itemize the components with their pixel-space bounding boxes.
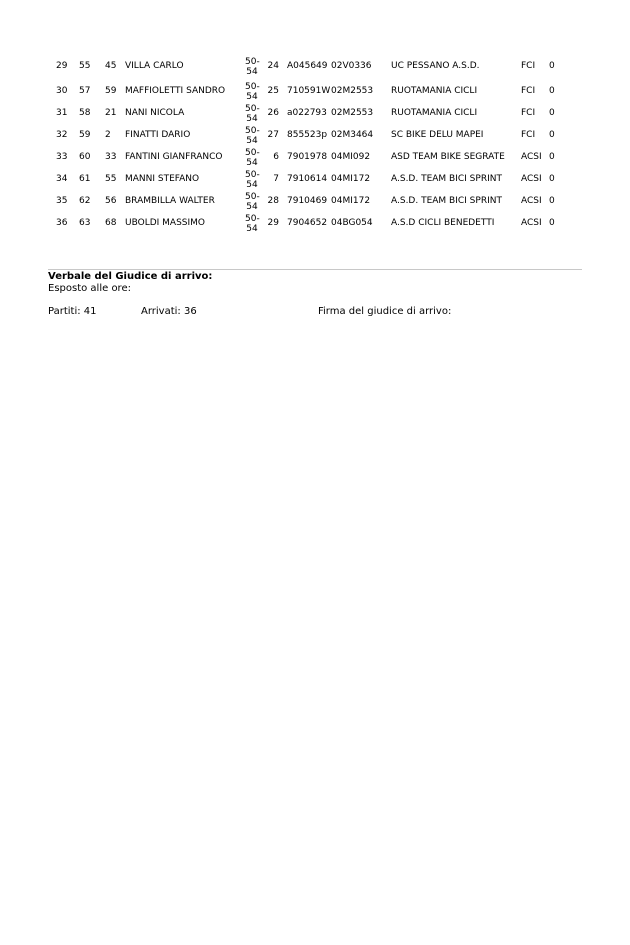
club-code-cell: 02M2553	[331, 86, 374, 96]
license-cell: 7901978	[287, 152, 328, 162]
category-line-2: 54	[246, 158, 258, 168]
team-cell: SC BIKE DELU MAPEI	[391, 130, 484, 140]
team-cell: A.S.D CICLI BENEDETTI	[391, 218, 495, 228]
points-cell: 0	[549, 196, 555, 206]
table-row	[0, 82, 630, 108]
points-cell: 0	[549, 218, 555, 228]
club-code-cell: 04MI092	[331, 152, 371, 162]
position-cell: 31	[56, 108, 68, 118]
category-position-cell: 25	[267, 86, 279, 96]
table-row	[0, 192, 630, 218]
category-line-2: 54	[246, 67, 258, 77]
team-cell: RUOTAMANIA CICLI	[391, 86, 478, 96]
category-line-1: 50-	[245, 104, 260, 114]
club-code-cell: 04BG054	[331, 218, 373, 228]
entity-cell: ACSI	[521, 196, 542, 206]
judge-signature-label: Firma del giudice di arrivo:	[318, 306, 452, 317]
category-line-1: 50-	[245, 148, 260, 158]
category-position-cell: 29	[267, 218, 279, 228]
position-cell: 33	[56, 152, 68, 162]
general-cell: 57	[79, 86, 91, 96]
general-cell: 62	[79, 196, 91, 206]
license-cell: 7910614	[287, 174, 328, 184]
entity-cell: ACSI	[521, 218, 542, 228]
license-cell: 7904652	[287, 218, 328, 228]
entity-cell: ACSI	[521, 152, 542, 162]
category-cell	[245, 214, 259, 234]
license-cell: 710591W	[287, 86, 331, 96]
rider-name-cell: NANI NICOLA	[125, 108, 185, 118]
category-position-cell: 26	[267, 108, 279, 118]
category-position-cell: 28	[267, 196, 279, 206]
category-line-2: 54	[246, 224, 258, 234]
points-cell: 0	[549, 108, 555, 118]
bib-cell: 68	[105, 218, 117, 228]
points-cell: 0	[549, 130, 555, 140]
category-line-1: 50-	[245, 126, 260, 136]
bib-cell: 2	[105, 130, 111, 140]
position-cell: 35	[56, 196, 68, 206]
category-position-cell: 24	[267, 61, 279, 71]
bib-cell: 55	[105, 174, 117, 184]
table-row	[0, 126, 630, 152]
rider-name-cell: UBOLDI MASSIMO	[125, 218, 205, 228]
category-line-2: 54	[246, 114, 258, 124]
club-code-cell: 02V0336	[331, 61, 372, 71]
points-cell: 0	[549, 86, 555, 96]
license-cell: a022793	[287, 108, 327, 118]
bib-cell: 59	[105, 86, 117, 96]
license-cell: A045649	[287, 61, 328, 71]
table-row	[0, 214, 630, 240]
position-cell: 29	[56, 61, 68, 71]
bib-cell: 21	[105, 108, 117, 118]
general-cell: 58	[79, 108, 91, 118]
team-cell: UC PESSANO A.S.D.	[391, 61, 480, 71]
rider-name-cell: FANTINI GIANFRANCO	[125, 152, 223, 162]
category-line-2: 54	[246, 202, 258, 212]
bib-cell: 56	[105, 196, 117, 206]
category-position-cell: 6	[273, 152, 279, 162]
section-divider	[48, 269, 582, 270]
bib-cell: 33	[105, 152, 117, 162]
rider-name-cell: BRAMBILLA WALTER	[125, 196, 215, 206]
points-cell: 0	[549, 174, 555, 184]
general-cell: 63	[79, 218, 91, 228]
rider-name-cell: MANNI STEFANO	[125, 174, 200, 184]
category-line-2: 54	[246, 136, 258, 146]
position-cell: 32	[56, 130, 68, 140]
category-cell	[245, 192, 259, 212]
category-line-2: 54	[246, 180, 258, 190]
entity-cell: FCI	[521, 61, 536, 71]
table-row	[0, 170, 630, 196]
license-cell: 855523p	[287, 130, 328, 140]
general-cell: 60	[79, 152, 91, 162]
position-cell: 36	[56, 218, 68, 228]
team-cell: RUOTAMANIA CICLI	[391, 108, 478, 118]
category-line-1: 50-	[245, 214, 260, 224]
club-code-cell: 02M3464	[331, 130, 374, 140]
judge-report-title: Verbale del Giudice di arrivo:	[48, 271, 213, 282]
general-cell: 61	[79, 174, 91, 184]
category-cell	[245, 57, 259, 77]
entity-cell: FCI	[521, 130, 536, 140]
started-count: Partiti: 41	[48, 306, 97, 317]
category-cell	[245, 82, 259, 102]
club-code-cell: 04MI172	[331, 174, 371, 184]
table-row	[0, 57, 630, 83]
category-line-1: 50-	[245, 82, 260, 92]
team-cell: A.S.D. TEAM BICI SPRINT	[391, 196, 502, 206]
team-cell: A.S.D. TEAM BICI SPRINT	[391, 174, 502, 184]
table-row	[0, 104, 630, 130]
category-position-cell: 7	[273, 174, 279, 184]
points-cell: 0	[549, 152, 555, 162]
position-cell: 30	[56, 86, 68, 96]
bib-cell: 45	[105, 61, 117, 71]
rider-name-cell: MAFFIOLETTI SANDRO	[125, 86, 226, 96]
license-cell: 7910469	[287, 196, 328, 206]
entity-cell: ACSI	[521, 174, 542, 184]
club-code-cell: 02M2553	[331, 108, 374, 118]
arrived-count: Arrivati: 36	[141, 306, 197, 317]
entity-cell: FCI	[521, 86, 536, 96]
category-line-1: 50-	[245, 192, 260, 202]
entity-cell: FCI	[521, 108, 536, 118]
club-code-cell: 04MI172	[331, 196, 371, 206]
team-cell: ASD TEAM BIKE SEGRATE	[391, 152, 505, 162]
position-cell: 34	[56, 174, 68, 184]
general-cell: 59	[79, 130, 91, 140]
category-cell	[245, 170, 259, 190]
points-cell: 0	[549, 61, 555, 71]
category-cell	[245, 104, 259, 124]
exposed-at-label: Esposto alle ore:	[48, 283, 131, 294]
category-line-1: 50-	[245, 170, 260, 180]
category-cell	[245, 148, 259, 168]
category-line-1: 50-	[245, 57, 260, 67]
table-row	[0, 148, 630, 174]
category-position-cell: 27	[267, 130, 279, 140]
rider-name-cell: VILLA CARLO	[125, 61, 184, 71]
category-cell	[245, 126, 259, 146]
rider-name-cell: FINATTI DARIO	[125, 130, 191, 140]
category-line-2: 54	[246, 92, 258, 102]
general-cell: 55	[79, 61, 91, 71]
